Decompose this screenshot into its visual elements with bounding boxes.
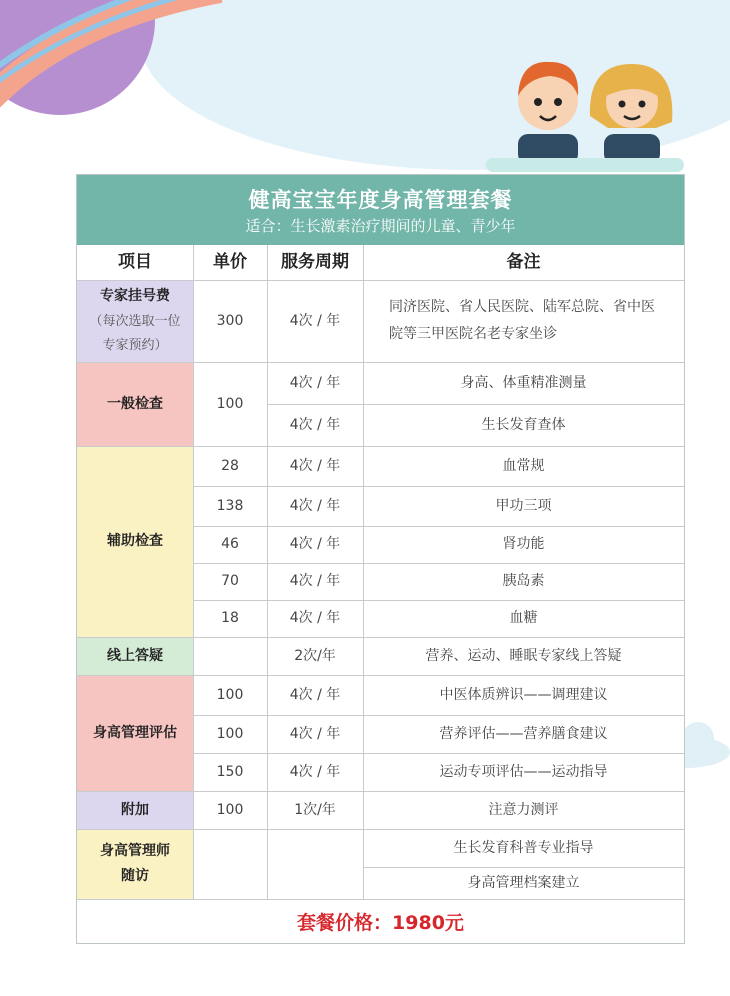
price-cell: 138 (216, 497, 244, 514)
category-note: （每次选取一位专家预约） (89, 313, 181, 354)
category-cell (77, 446, 193, 637)
price-cell (193, 637, 267, 675)
note-cell: 胰岛素 (502, 573, 545, 590)
column-header: 单价 (213, 252, 247, 273)
table-gridline (77, 675, 684, 676)
period-cell: 4次 / 年 (289, 763, 341, 780)
period-cell (267, 829, 363, 899)
note-cell: 生长发育科普专业指导 (453, 839, 594, 856)
note-cell: 营养、运动、睡眠专家线上答疑 (425, 647, 622, 664)
period-cell: 1次/年 (294, 801, 336, 818)
table-gridline (363, 867, 684, 868)
price-cell: 28 (221, 457, 239, 474)
price-cell (193, 829, 267, 899)
period-cell: 4次 / 年 (289, 725, 341, 742)
price-cell: 100 (216, 686, 244, 703)
category-label: 一般检查 (107, 395, 163, 412)
category-label: 身高管理师随访 (100, 842, 170, 884)
package-table-card (76, 174, 685, 944)
period-cell: 4次 / 年 (289, 610, 341, 627)
price-cell: 100 (216, 801, 244, 818)
note-cell: 甲功三项 (495, 497, 552, 514)
table-gridline (77, 280, 684, 281)
table-gridline (267, 404, 684, 405)
category-cell (77, 280, 193, 362)
period-cell: 4次 / 年 (289, 312, 341, 329)
price-cell: 300 (216, 312, 244, 329)
note-cell: 血常规 (502, 457, 545, 474)
note-cell: 同济医院、省人民医院、陆军总院、省中医院等三甲医院名老专家坐诊 (389, 299, 655, 342)
title-bar (77, 175, 684, 245)
category-cell (77, 829, 193, 899)
category-label: 线上答疑 (107, 647, 163, 664)
category-label: 附加 (121, 801, 149, 818)
table-gridline (77, 637, 684, 638)
total-price: 套餐价格：1980元 (297, 911, 464, 934)
package-table (77, 245, 684, 899)
column-header: 备注 (506, 252, 541, 273)
category-cell (77, 675, 193, 791)
period-cell: 4次 / 年 (289, 374, 341, 391)
children-illustration-icon (506, 52, 676, 162)
period-cell: 4次 / 年 (289, 497, 341, 514)
price-cell: 100 (216, 725, 244, 742)
note-cell: 营养评估——营养膳食建议 (439, 725, 608, 742)
note-cell: 生长发育查体 (481, 416, 566, 433)
category-cell (77, 362, 193, 446)
category-cell (77, 637, 193, 675)
price-cell: 46 (221, 536, 239, 553)
price-cell: 100 (216, 395, 244, 412)
period-cell: 4次 / 年 (289, 536, 341, 553)
category-label: 专家挂号费 (100, 288, 170, 305)
page-subtitle: 适合：生长激素治疗期间的儿童、青少年 (245, 217, 516, 235)
period-cell: 4次 / 年 (289, 686, 341, 703)
page-title: 健高宝宝年度身高管理套餐 (248, 188, 513, 212)
period-cell: 4次 / 年 (289, 416, 341, 433)
category-label: 辅助检查 (107, 533, 163, 550)
column-header: 项目 (118, 252, 152, 273)
table-gridline (267, 245, 268, 899)
note-cell: 肾功能 (502, 536, 545, 553)
period-cell: 4次 / 年 (289, 457, 341, 474)
table-gridline (363, 245, 364, 899)
category-label: 身高管理评估 (93, 724, 177, 741)
category-cell (77, 791, 193, 829)
period-cell: 2次/年 (294, 647, 336, 664)
price-cell: 18 (221, 610, 239, 627)
table-gridline (193, 245, 194, 899)
note-cell: 身高、体重精准测量 (460, 374, 587, 391)
period-cell: 4次 / 年 (289, 573, 341, 590)
table-gridline (77, 362, 684, 363)
note-cell: 运动专项评估——运动指导 (439, 763, 608, 780)
table-gridline (77, 446, 684, 447)
note-cell: 血糖 (509, 610, 538, 627)
table-gridline (77, 791, 684, 792)
price-cell: 150 (216, 763, 244, 780)
price-cell: 70 (221, 573, 239, 590)
illustration-shelf (486, 158, 684, 172)
note-cell: 中医体质辨识——调理建议 (439, 686, 608, 703)
table-gridline (77, 829, 684, 830)
note-cell: 身高管理档案建立 (467, 874, 580, 891)
note-cell: 注意力测评 (488, 801, 559, 818)
column-header: 服务周期 (281, 252, 349, 273)
